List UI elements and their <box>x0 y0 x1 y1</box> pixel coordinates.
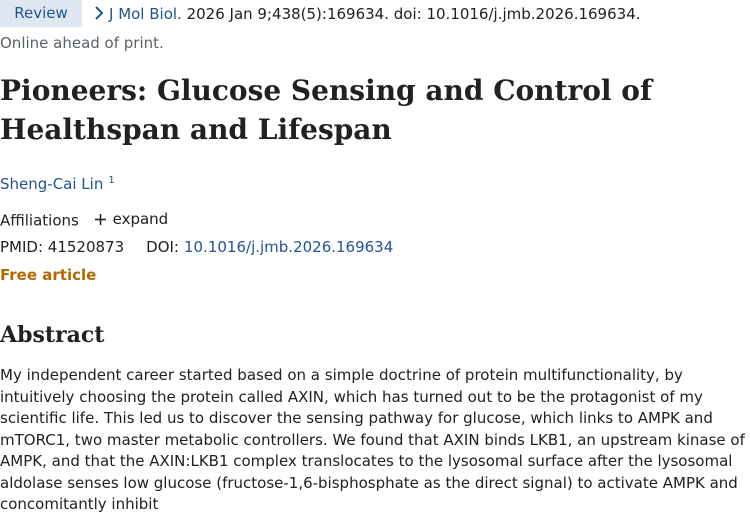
publication-status: Online ahead of print. <box>0 34 164 52</box>
doi-label: DOI: <box>146 238 179 256</box>
author-link[interactable]: Sheng-Cai Lin <box>0 175 104 193</box>
abstract-text: My independent career started based on a simple doctrine of protein multifunctionality, by intuitively choosing the protein called AXIN, which has turned out to be the protagonist of my scientific life. This led us to discover the sensing pathway for glucose, which links to AMPK and mTORC1, two master metabolic controllers. We found that AXIN binds LKB1, an upstream kinase of AMPK, and that the AXIN:LKB1 complex translocates to the lysosomal surface after the lysosomal aldolase senses low glucose (fructose-1,6-bisphosphate as the direct signal) to activate AMPK and concomitantly inhibit <box>0 366 745 513</box>
article-title: Pioneers: Glucose Sensing and Control of Healthspan and Lifespan <box>0 74 652 146</box>
pmid: PMID: 41520873 <box>0 238 125 256</box>
plus-icon <box>94 213 107 226</box>
identifiers <box>0 237 393 257</box>
citation-details: 2026 Jan 9;438(5):169634. doi: 10.1016/j.jmb.2026.169634. <box>181 5 641 23</box>
affiliations-row <box>0 209 168 231</box>
author-list <box>0 171 115 194</box>
free-article-label: Free article <box>0 266 97 284</box>
expand-label: expand <box>112 210 169 228</box>
doi-link[interactable]: 10.1016/j.jmb.2026.169634 <box>183 238 394 256</box>
abstract-heading: Abstract <box>0 322 105 348</box>
journal-link[interactable]: J Mol Biol. <box>109 5 182 23</box>
affiliation-ref[interactable]: 1 <box>108 175 115 186</box>
chevron-right-icon[interactable] <box>92 3 106 23</box>
citation <box>109 4 641 24</box>
review-badge[interactable]: Review <box>0 0 82 27</box>
expand-affiliations-button[interactable] <box>94 209 169 229</box>
affiliations-label: Affiliations <box>0 211 79 230</box>
